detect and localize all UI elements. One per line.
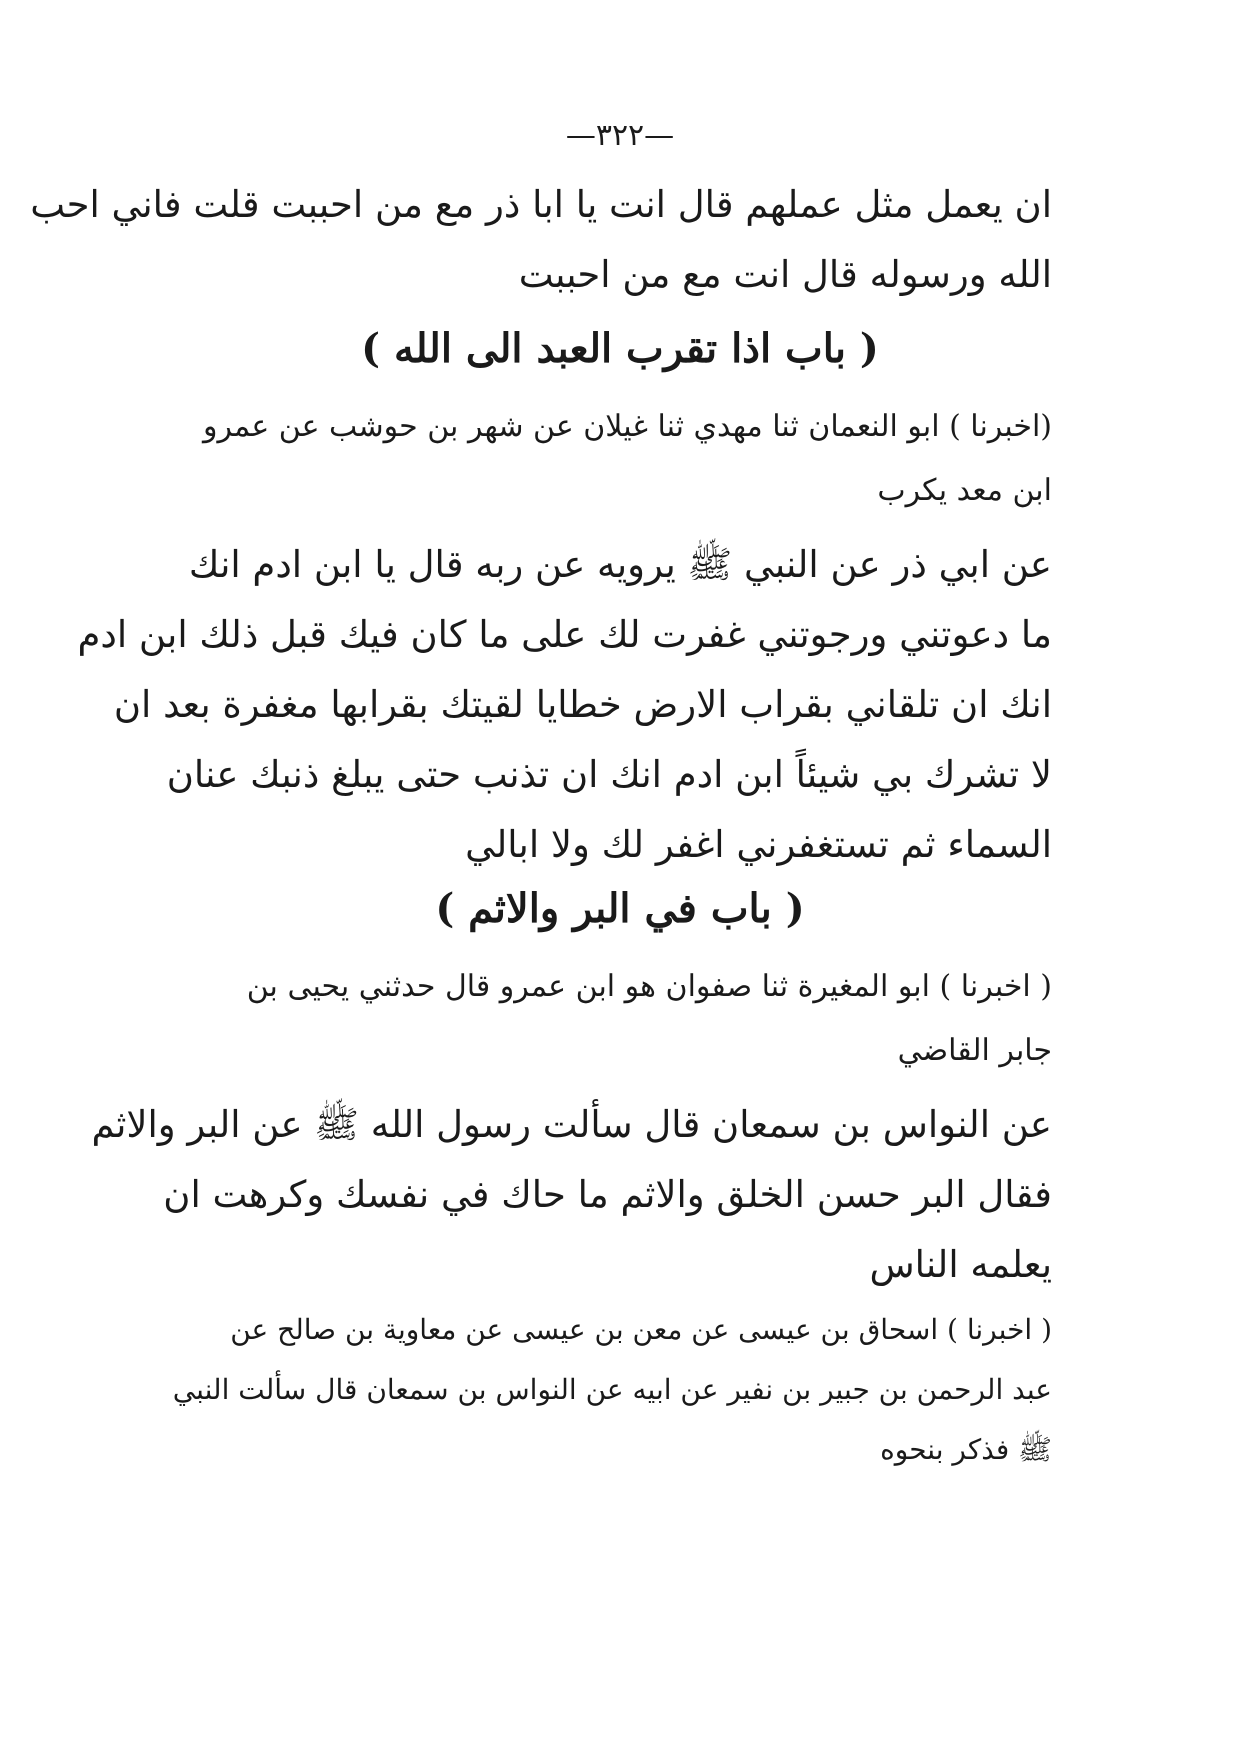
text-line: عبد الرحمن بن جبير بن نفير عن ابيه عن النواس بن سمعان قال سألت النبي <box>172 1373 1052 1406</box>
text-line: ابن معد يكرب <box>877 473 1052 508</box>
page-number: —٣٢٢— <box>565 118 675 153</box>
text-line: (اخبرنا ) ابو النعمان ثنا مهدي ثنا غيلان عن شهر بن حوشب عن عمرو <box>202 409 1052 444</box>
text-line: يعلمه الناس <box>869 1243 1052 1286</box>
hadith-text <box>77 530 1052 880</box>
paragraph-continuation <box>30 170 1052 310</box>
text-line: انك ان تلقاني بقراب الارض خطايا لقيتك بقرابها مغفرة بعد ان <box>113 683 1052 726</box>
chapter-heading: ( باب في البر والاثم ) <box>435 885 805 932</box>
isnad-chain <box>172 1300 1052 1480</box>
text-line: ( اخبرنا ) ابو المغيرة ثنا صفوان هو ابن عمرو قال حدثني يحيى بن <box>246 969 1052 1004</box>
text-line: فقال البر حسن الخلق والاثم ما حاك في نفسك وكرهت ان <box>163 1173 1052 1216</box>
text-line: لا تشرك بي شيئاً ابن ادم انك ان تذنب حتى يبلغ ذنبك عنان <box>166 753 1052 796</box>
text-line: ( اخبرنا ) اسحاق بن عيسى عن معن بن عيسى عن معاوية بن صالح عن <box>230 1313 1052 1346</box>
chapter-heading: ( باب اذا تقرب العبد الى الله ) <box>361 325 879 372</box>
text-line: ان يعمل مثل عملهم قال انت يا ابا ذر مع من احببت قلت فاني احب <box>30 183 1052 226</box>
text-line: عن النواس بن سمعان قال سألت رسول الله ﷺ عن البر والاثم <box>91 1103 1052 1146</box>
isnad-chain <box>182 395 1052 523</box>
isnad-chain <box>182 955 1052 1083</box>
text-line: ﷺ فذكر بنحوه <box>880 1433 1052 1466</box>
text-line: الله ورسوله قال انت مع من احببت <box>518 253 1052 296</box>
text-line: السماء ثم تستغفرني اغفر لك ولا ابالي <box>465 823 1052 866</box>
text-line: ما دعوتني ورجوتني غفرت لك على ما كان فيك قبل ذلك ابن ادم <box>77 613 1052 656</box>
text-line: عن ابي ذر عن النبي ﷺ يرويه عن ربه قال يا ابن ادم انك <box>188 543 1052 586</box>
text-line: جابر القاضي <box>897 1033 1052 1068</box>
hadith-text <box>91 1090 1052 1300</box>
